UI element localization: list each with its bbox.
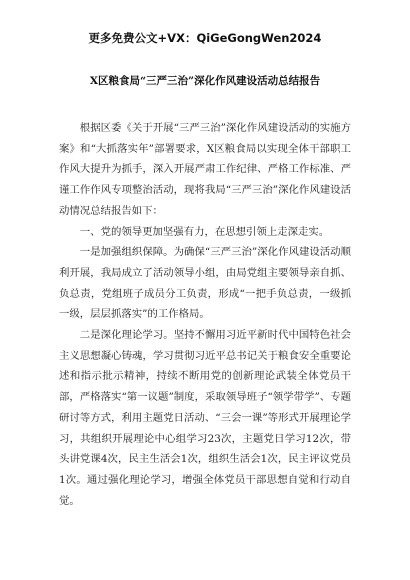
document-title: X区粮食局“三严三治”深化作风建设活动总结报告 (89, 75, 321, 87)
section-heading-1: 一、党的领导更加坚强有力，在思想引领上走深走实。 (79, 225, 330, 238)
body-paragraph-theory-study: 二是深化理论学习。坚持不懈用习近平新时代中国特色社会主义思想凝心铸魂，学习贯彻习近平总书记关于粮食安全重要论述和指示批示精神，持续不断用党的创新理论武装全体党员干部，严格落实“第一议题”制度，采取领导班子“领学带学”、专题研讨等方式，利用主题党日活动、“三会一课”等形式开展理论学习，共组织开展理论中心组学习23次，主题党日学习12次，带头讲党课4次，民主生活会1次，组织生活会1次，民主评议党员1次。通过强化理论学习，增强全体党员干部思想自觉和行动自觉。 (59, 329, 351, 507)
body-paragraph-intro: 根据区委《关于开展“三严三治”深化作风建设活动的实施方案》和“大抓落实年”部署要求，X区粮食局以实现全体干部职工作风大提升为抓手，深入开展严肃工作纪律、严格工作标准、严谨工作作风专项整治活动，现将我局“三严三治”深化作风建设活动情况总结报告如下： (59, 122, 351, 217)
document-body (59, 118, 351, 511)
header-note: 更多免费公文+VX：QiGeGongWen2024 (88, 31, 322, 45)
body-paragraph-organization: 一是加强组织保障。为确保“三严三治”深化作风建设活动顺利开展，我局成立了活动领导小组，由局党组主要领导亲自抓、负总责，党组班子成员分工负责，形成“一把手负总责，一级抓一级，层层抓落实”的工作格局。 (59, 246, 351, 321)
